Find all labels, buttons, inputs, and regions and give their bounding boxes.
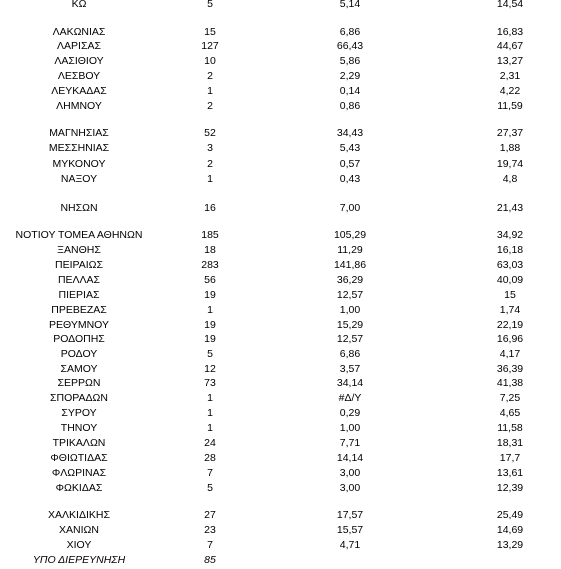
region-cell: ΦΘΙΩΤΙΔΑΣ	[50, 452, 108, 464]
average-cell: 34,43	[336, 127, 364, 139]
average-cell: 36,29	[336, 274, 364, 286]
cases-cell: 3	[207, 142, 213, 154]
region-cell: ΣΠΟΡΑΔΩΝ	[50, 392, 108, 404]
region-cell: ΚΩ	[71, 0, 87, 10]
average-cell: 66,43	[336, 40, 364, 52]
cases-cell: 5	[207, 482, 213, 494]
region-cell: ΝΟΤΙΟΥ ΤΟΜΕΑ ΑΘΗΝΩΝ	[15, 229, 143, 241]
cases-cell: 283	[201, 259, 219, 271]
rate-cell: 2,31	[499, 70, 521, 82]
average-cell: 3,00	[339, 482, 361, 494]
cases-cell: 1	[207, 85, 213, 97]
rate-cell: 22,19	[496, 319, 524, 331]
cases-cell: 10	[204, 55, 216, 67]
table-row	[0, 391, 561, 405]
cases-cell: 19	[204, 333, 216, 345]
average-cell: 0,57	[339, 158, 361, 170]
rate-cell: 34,92	[496, 229, 524, 241]
table-row	[0, 99, 561, 113]
region-cell: ΣΑΜΟΥ	[60, 363, 98, 375]
table-row	[0, 54, 561, 68]
region-cell: ΝΗΣΩΝ	[60, 202, 98, 214]
table-row	[0, 538, 561, 552]
region-cell: ΜΕΣΣΗΝΙΑΣ	[48, 142, 110, 154]
cases-cell: 85	[204, 554, 216, 566]
average-cell: 34,14	[336, 377, 364, 389]
rate-cell: 21,43	[496, 202, 524, 214]
table-row	[0, 376, 561, 390]
cases-cell: 24	[204, 437, 216, 449]
table-row	[0, 318, 561, 332]
table-row	[0, 451, 561, 465]
rate-cell: 40,09	[496, 274, 524, 286]
rate-cell: 44,67	[496, 40, 524, 52]
region-cell: ΞΑΝΘΗΣ	[57, 244, 101, 256]
average-cell: 1,00	[339, 422, 361, 434]
region-cell: ΤΗΝΟΥ	[60, 422, 98, 434]
average-cell: 0,29	[339, 407, 361, 419]
region-cell: ΛΕΣΒΟΥ	[57, 70, 101, 82]
average-cell: 0,14	[339, 85, 361, 97]
rate-cell: 19,74	[496, 158, 524, 170]
region-cell: ΡΟΔΟΠΗΣ	[53, 333, 105, 345]
region-cell: ΧΑΝΙΩΝ	[59, 524, 99, 536]
table-row	[0, 39, 561, 53]
table-row	[0, 508, 561, 522]
average-cell: 12,57	[336, 289, 364, 301]
table-row	[0, 126, 561, 140]
region-cell: ΠΡΕΒΕΖΑΣ	[51, 304, 107, 316]
table-row	[0, 436, 561, 450]
region-cell: ΡΟΔΟΥ	[60, 348, 98, 360]
region-cell: ΛΑΡΙΣΑΣ	[57, 40, 101, 52]
rate-cell: 63,03	[496, 259, 524, 271]
rate-cell: 13,27	[496, 55, 524, 67]
cases-cell: 5	[207, 0, 213, 10]
cases-cell: 1	[207, 304, 213, 316]
cases-cell: 7	[207, 467, 213, 479]
rate-cell: 11,58	[497, 422, 523, 434]
region-cell: ΠΕΙΡΑΙΩΣ	[55, 259, 103, 271]
rate-cell: 1,74	[499, 304, 521, 316]
cases-cell: 16	[204, 202, 216, 214]
rate-cell: 7,25	[499, 392, 521, 404]
region-cell: ΠΕΛΛΑΣ	[57, 274, 101, 286]
table-row	[0, 466, 561, 480]
average-cell: 5,14	[339, 0, 361, 10]
table-row	[0, 332, 561, 346]
region-cell: ΣΕΡΡΩΝ	[57, 377, 101, 389]
region-cell: ΛΗΜΝΟΥ	[56, 100, 102, 112]
region-cell: ΜΥΚΟΝΟΥ	[52, 158, 106, 170]
region-cell: ΛΑΚΩΝΙΑΣ	[52, 26, 106, 38]
table-row	[0, 421, 561, 435]
cases-cell: 2	[207, 70, 213, 82]
average-cell: 15,29	[336, 319, 364, 331]
rate-cell: 13,61	[496, 467, 524, 479]
average-cell: 6,86	[339, 26, 361, 38]
rate-cell: 36,39	[496, 363, 524, 375]
rate-cell: 25,49	[496, 509, 524, 521]
table-row	[0, 243, 561, 257]
average-cell: 5,43	[339, 142, 361, 154]
rate-cell: 18,31	[496, 437, 524, 449]
average-cell: 6,86	[339, 348, 361, 360]
table-row	[0, 228, 561, 242]
region-cell: ΝΑΞΟΥ	[60, 173, 98, 185]
table-row	[0, 141, 561, 155]
average-cell: 3,57	[339, 363, 361, 375]
region-cell: ΡΕΘΥΜΝΟΥ	[48, 319, 109, 331]
cases-cell: 18	[204, 244, 216, 256]
table-row	[0, 25, 561, 39]
table-row	[0, 84, 561, 98]
average-cell: 3,00	[339, 467, 361, 479]
rate-cell: 14,54	[496, 0, 524, 10]
cases-cell: 2	[207, 158, 213, 170]
cases-cell: 1	[207, 392, 213, 404]
rate-cell: 15	[504, 289, 516, 301]
table-row	[0, 172, 561, 186]
table-row	[0, 288, 561, 302]
region-cell: ΤΡΙΚΑΛΩΝ	[52, 437, 106, 449]
region-cell: ΦΛΩΡΙΝΑΣ	[51, 467, 107, 479]
cases-cell: 56	[204, 274, 216, 286]
cases-cell: 1	[207, 407, 213, 419]
average-cell: 15,57	[336, 524, 364, 536]
average-cell: 2,29	[339, 70, 361, 82]
rate-cell: 41,38	[496, 377, 524, 389]
cases-cell: 28	[204, 452, 216, 464]
average-cell: 14,14	[336, 452, 364, 464]
cases-cell: 27	[204, 509, 216, 521]
average-cell: 11,29	[337, 244, 363, 256]
rate-cell: 4,8	[502, 173, 518, 185]
region-cell: ΥΠΟ ΔΙΕΡΕΥΝΗΣΗ	[32, 554, 126, 566]
cases-cell: 12	[204, 363, 216, 375]
table-row	[0, 523, 561, 537]
cases-cell: 1	[207, 422, 213, 434]
table-row	[0, 362, 561, 376]
cases-cell: 19	[204, 319, 216, 331]
cases-cell: 73	[204, 377, 216, 389]
cases-cell: 7	[207, 539, 213, 551]
table-row	[0, 258, 561, 272]
cases-cell: 52	[204, 127, 216, 139]
table-row	[0, 201, 561, 215]
table-row	[0, 553, 561, 567]
region-cell: ΧΙΟΥ	[66, 539, 92, 551]
cases-cell: 15	[204, 26, 216, 38]
table-row	[0, 481, 561, 495]
rate-cell: 16,83	[496, 26, 524, 38]
average-cell: 7,71	[339, 437, 361, 449]
rate-cell: 16,96	[496, 333, 524, 345]
cases-cell: 2	[207, 100, 213, 112]
rate-cell: 11,59	[497, 100, 523, 112]
average-cell: #Δ/Υ	[338, 392, 362, 404]
table-row	[0, 347, 561, 361]
average-cell: 12,57	[336, 333, 364, 345]
cases-cell: 19	[204, 289, 216, 301]
table-row	[0, 69, 561, 83]
average-cell: 105,29	[333, 229, 367, 241]
rate-cell: 4,65	[499, 407, 521, 419]
table-row	[0, 0, 561, 11]
region-cell: ΠΙΕΡΙΑΣ	[58, 289, 100, 301]
cases-cell: 127	[201, 40, 219, 52]
cases-cell: 1	[207, 173, 213, 185]
rate-cell: 12,39	[496, 482, 524, 494]
table-row	[0, 303, 561, 317]
average-cell: 1,00	[339, 304, 361, 316]
average-cell: 141,86	[333, 259, 367, 271]
average-cell: 0,43	[339, 173, 361, 185]
region-cell: ΣΥΡΟΥ	[61, 407, 97, 419]
rate-cell: 13,29	[496, 539, 524, 551]
region-cell: ΛΑΣΙΘΙΟΥ	[54, 55, 104, 67]
rate-cell: 4,22	[499, 85, 521, 97]
average-cell: 17,57	[336, 509, 364, 521]
cases-cell: 185	[201, 229, 219, 241]
average-cell: 4,71	[339, 539, 361, 551]
region-cell: ΧΑΛΚΙΔΙΚΗΣ	[48, 509, 110, 521]
rate-cell: 27,37	[496, 127, 524, 139]
region-cell: ΛΕΥΚΑΔΑΣ	[51, 85, 107, 97]
region-cell: ΜΑΓΝΗΣΙΑΣ	[49, 127, 109, 139]
region-cell: ΦΩΚΙΔΑΣ	[55, 482, 103, 494]
table-row	[0, 406, 561, 420]
average-cell: 5,86	[339, 55, 361, 67]
average-cell: 0,86	[339, 100, 361, 112]
cases-cell: 5	[207, 348, 213, 360]
cases-cell: 23	[204, 524, 216, 536]
rate-cell: 4,17	[499, 348, 521, 360]
rate-cell: 1,88	[499, 142, 521, 154]
rate-cell: 17,7	[499, 452, 521, 464]
table-row	[0, 157, 561, 171]
rate-cell: 16,18	[496, 244, 524, 256]
average-cell: 7,00	[339, 202, 361, 214]
table-row	[0, 273, 561, 287]
rate-cell: 14,69	[496, 524, 524, 536]
